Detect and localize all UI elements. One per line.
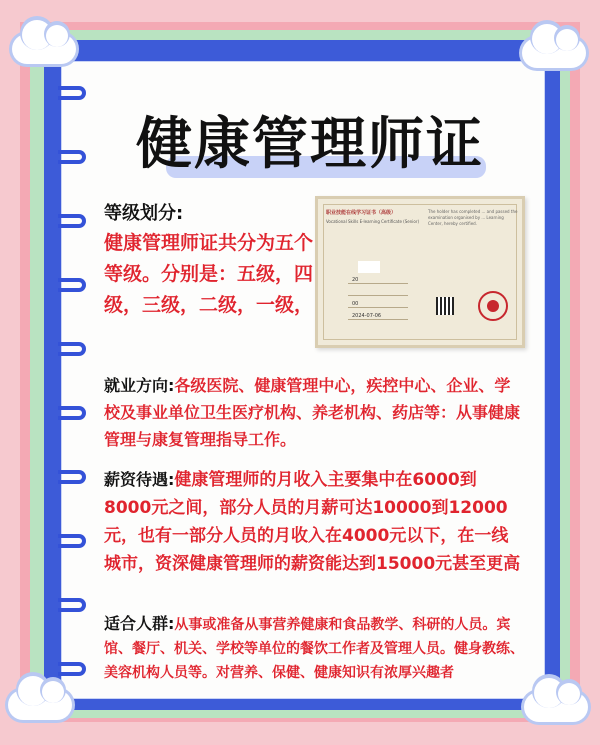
grades-heading: 等级划分: xyxy=(104,203,184,224)
grades-body: 健康管理师证共分为五个等级。分别是：五级，四级，三级，二级，一级， xyxy=(104,232,314,316)
certificate-right-text: The holder has completed ... and passed the examination organised by ... Learning Center, hereby certified. xyxy=(428,209,518,226)
fit-heading: 适合人群: xyxy=(104,614,175,633)
job-section xyxy=(104,372,524,453)
binder-ring-icon xyxy=(58,598,86,612)
binder-ring-icon xyxy=(58,534,86,548)
cloud-icon xyxy=(524,692,588,722)
fit-section xyxy=(104,612,524,685)
certificate-field-line xyxy=(348,295,408,296)
certificate-field-value: 20 xyxy=(352,277,359,283)
binder-ring-icon xyxy=(58,150,86,164)
salary-body: 健康管理师的月收入主要集中在6000到8000元之间，部分人员的月薪可达10000到12000元，也有一部分人员的月收入在4000元以下，在一线城市，资深健康管理师的薪资能达到15000元甚至更高 xyxy=(104,470,521,574)
certificate-date: 2024-07-06 xyxy=(352,313,382,319)
job-heading: 就业方向: xyxy=(104,376,175,395)
job-body: 各级医院、健康管理中心，疾控中心、企业、学校及事业单位卫生医疗机构、养老机构、药店等：从事健康管理与康复管理指导工作。 xyxy=(104,376,521,449)
binder-ring-icon xyxy=(58,662,86,676)
certificate-title: 职业技能在线学习证书（高级） xyxy=(326,210,397,216)
salary-section xyxy=(104,466,524,578)
binder-ring-icon xyxy=(58,470,86,484)
certificate-field-line xyxy=(348,319,408,320)
cloud-icon xyxy=(8,690,72,720)
salary-heading: 薪资待遇: xyxy=(104,470,175,489)
certificate-photo xyxy=(358,261,380,273)
binder-rings xyxy=(58,66,88,686)
certificate-field-value: 00 xyxy=(352,301,359,307)
seal-icon xyxy=(478,291,508,321)
qr-code-icon xyxy=(436,297,454,315)
fit-body: 从事或准备从事营养健康和食品教学、科研的人员。宾馆、餐厅、机关、学校等单位的餐饮工作者及管理人员。健身教练、美容机构人员等。对营养、保健、健康知识有浓厚兴趣者 xyxy=(104,617,524,681)
binder-ring-icon xyxy=(58,406,86,420)
cloud-icon xyxy=(522,38,586,68)
certificate-subtitle: Vocational Skills E-learning Certificate (Senior) xyxy=(326,219,420,224)
binder-ring-icon xyxy=(58,214,86,228)
certificate-field-line xyxy=(348,283,408,284)
page-title: 健康管理师证 xyxy=(136,112,484,177)
certificate-image xyxy=(315,196,525,348)
certificate-field-line xyxy=(348,307,408,308)
binder-ring-icon xyxy=(58,278,86,292)
title-block xyxy=(136,100,516,177)
binder-ring-icon xyxy=(58,86,86,100)
cloud-icon xyxy=(12,34,76,64)
binder-ring-icon xyxy=(58,342,86,356)
